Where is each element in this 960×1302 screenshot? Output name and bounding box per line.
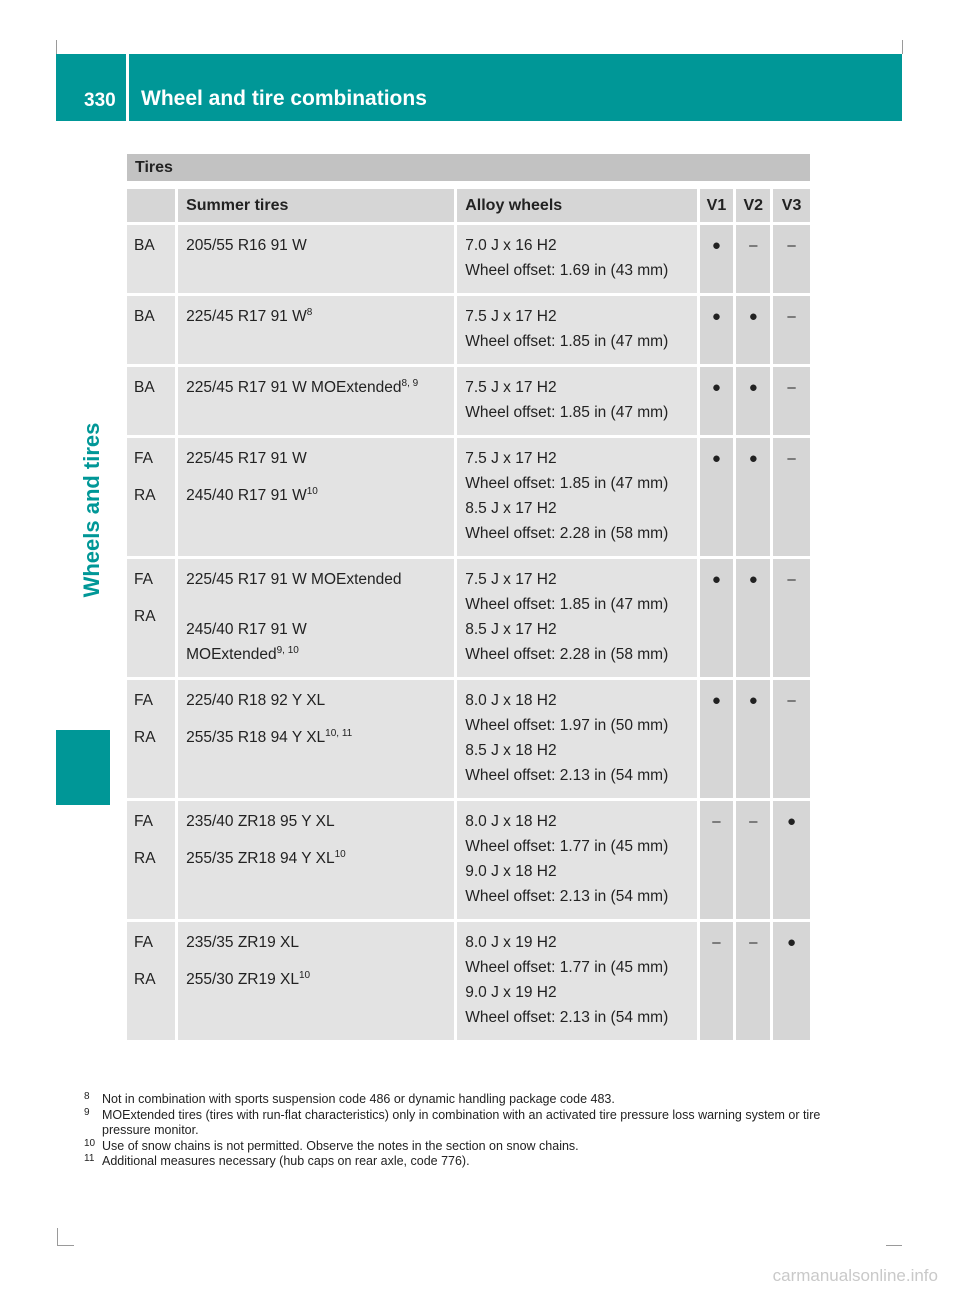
tire-size — [178, 955, 454, 1005]
table-row — [127, 680, 810, 801]
availability-mark: – — [712, 934, 721, 951]
tire-size-text: 255/30 ZR19 XL — [186, 971, 299, 988]
wheel-spec: 7.5 J x 17 H2 — [465, 308, 557, 325]
tire-size — [178, 688, 454, 713]
tire-size-cell — [178, 922, 457, 1043]
availability-mark: – — [787, 692, 796, 709]
tire-size-text: 235/35 ZR19 XL — [186, 934, 299, 951]
page-title: Wheel and tire combinations — [141, 87, 427, 110]
tire-size-text: 255/35 R18 94 Y XL — [186, 729, 326, 746]
availability-mark: – — [787, 379, 796, 396]
wheel-spec: Wheel offset: 1.77 in (45 mm) — [465, 838, 669, 855]
variant-v2-cell — [736, 922, 773, 1043]
variant-v2-cell — [736, 367, 773, 438]
tire-size — [178, 471, 454, 521]
variant-v3-cell — [773, 438, 810, 559]
availability-mark: – — [787, 237, 796, 254]
axle-cell — [127, 296, 178, 367]
axle-label: BA — [134, 308, 155, 325]
wheel-cell — [457, 225, 699, 296]
wheel-spec: Wheel offset: 1.85 in (47 mm) — [465, 596, 669, 613]
variant-v3-cell — [773, 801, 810, 922]
wheel-spec: 8.5 J x 17 H2 — [465, 500, 557, 517]
tire-size — [178, 834, 454, 884]
variant-v3-cell — [773, 680, 810, 801]
variant-v2-cell — [736, 801, 773, 922]
availability-mark: – — [787, 308, 796, 325]
availability-mark: ● — [711, 379, 721, 396]
variant-v3-cell — [773, 367, 810, 438]
table-row — [127, 559, 810, 680]
availability-mark: ● — [748, 450, 758, 467]
variant-v2-cell — [736, 559, 773, 680]
wheel-spec: 7.5 J x 17 H2 — [465, 450, 557, 467]
axle-label: BA — [134, 379, 155, 396]
col-header-tires-label: Summer tires — [186, 196, 289, 214]
tire-size-cell — [178, 367, 457, 438]
variant-v1-cell — [700, 225, 737, 296]
tire-size-cell — [178, 559, 457, 680]
table-heading-bar — [127, 154, 810, 181]
availability-mark: ● — [711, 571, 721, 588]
axle-cell — [127, 225, 178, 296]
availability-mark: – — [749, 237, 758, 254]
crop-mark — [902, 40, 903, 54]
wheel-spec: Wheel offset: 2.28 in (58 mm) — [465, 646, 669, 663]
col-header-wheels — [457, 189, 699, 225]
availability-mark: – — [749, 813, 758, 830]
tire-size-cell — [178, 438, 457, 559]
wheel-spec: Wheel offset: 1.85 in (47 mm) — [465, 475, 669, 492]
table-row — [127, 296, 810, 367]
tire-size-text: 235/40 ZR18 95 Y XL — [186, 813, 335, 830]
wheel-spec: 8.5 J x 17 H2 — [465, 621, 557, 638]
axle-label: FA — [134, 813, 153, 830]
tire-size-text: 255/35 ZR18 94 Y XL — [186, 850, 335, 867]
axle-cell — [127, 367, 178, 438]
table-row — [127, 225, 810, 296]
availability-mark: ● — [748, 308, 758, 325]
variant-v1-cell — [700, 367, 737, 438]
tire-size — [178, 592, 454, 667]
wheel-cell — [457, 680, 699, 801]
section-tab-marker — [56, 730, 110, 805]
footnote-ref: 10, 11 — [325, 727, 353, 739]
variant-v2-cell — [736, 296, 773, 367]
tire-size — [178, 809, 454, 834]
table-header-row — [127, 189, 810, 225]
axle-label: RA — [134, 608, 156, 625]
availability-mark: ● — [787, 813, 797, 830]
footnote — [84, 1108, 824, 1139]
tire-size-cell — [178, 225, 457, 296]
wheel-spec: Wheel offset: 2.28 in (58 mm) — [465, 525, 669, 542]
axle-cell — [127, 438, 178, 559]
axle-label: FA — [134, 692, 153, 709]
footnote — [84, 1154, 824, 1170]
table-row — [127, 922, 810, 1043]
axle-label: RA — [134, 487, 156, 504]
variant-v1-cell — [700, 801, 737, 922]
axle-label: RA — [134, 850, 156, 867]
wheel-cell — [457, 367, 699, 438]
tire-size — [178, 304, 454, 329]
availability-mark: ● — [711, 308, 721, 325]
tire-size-text: 245/40 R17 91 W — [186, 487, 307, 504]
tire-size-text: 245/40 R17 91 W — [186, 621, 307, 638]
wheel-cell — [457, 922, 699, 1043]
axle-cell — [127, 801, 178, 922]
crop-mark — [886, 1245, 902, 1246]
wheel-spec: Wheel offset: 1.85 in (47 mm) — [465, 404, 669, 421]
axle-cell — [127, 559, 178, 680]
variant-v1-cell — [700, 680, 737, 801]
wheel-spec: 7.5 J x 17 H2 — [465, 571, 557, 588]
tire-size-text-line2: MOExtended — [186, 646, 277, 663]
footnote — [84, 1092, 824, 1108]
footnotes — [84, 1092, 824, 1170]
tire-size-text: 225/45 R17 91 W — [186, 308, 307, 325]
tire-size-cell — [178, 680, 457, 801]
footnote-number: 11 — [84, 1153, 95, 1164]
footnote-text: Use of snow chains is not permitted. Observe the notes in the section on snow chains. — [102, 1138, 579, 1153]
footnote-number: 9 — [84, 1106, 90, 1118]
footnote-text: MOExtended tires (tires with run-flat characteristics) only in combination with an activated tire pressure loss warning system or tire pressure monitor. — [102, 1107, 821, 1137]
availability-mark: – — [787, 450, 796, 467]
footnote-ref: 8, 9 — [401, 377, 419, 389]
header-divider — [126, 54, 129, 121]
axle-label: RA — [134, 971, 156, 988]
availability-mark: ● — [711, 450, 721, 467]
footnote — [84, 1139, 824, 1155]
wheel-spec: Wheel offset: 1.77 in (45 mm) — [465, 959, 669, 976]
table-row — [127, 438, 810, 559]
wheel-spec: Wheel offset: 1.69 in (43 mm) — [465, 262, 669, 279]
wheel-cell — [457, 559, 699, 680]
col-header-axle — [127, 189, 178, 225]
tire-size-text: 225/45 R17 91 W MOExtended — [186, 379, 402, 396]
wheel-spec: 8.0 J x 19 H2 — [465, 934, 557, 951]
footnote-ref: 10 — [306, 485, 318, 497]
availability-mark: – — [712, 813, 721, 830]
crop-mark — [56, 40, 57, 54]
availability-mark: – — [787, 571, 796, 588]
axle-label: FA — [134, 934, 153, 951]
tire-size — [178, 930, 454, 955]
availability-mark: ● — [711, 237, 721, 254]
tire-size — [178, 567, 454, 592]
tire-size — [178, 713, 454, 763]
availability-mark: – — [749, 934, 758, 951]
tire-size — [178, 233, 454, 258]
tires-table — [127, 189, 810, 1043]
footnote-ref: 9, 10 — [276, 644, 299, 656]
crop-mark — [57, 1245, 74, 1246]
availability-mark: ● — [748, 379, 758, 396]
col-header-v1: V1 — [700, 189, 737, 225]
tire-size — [178, 375, 454, 400]
variant-v3-cell — [773, 225, 810, 296]
variant-v2-cell — [736, 680, 773, 801]
availability-mark: ● — [748, 692, 758, 709]
wheel-cell — [457, 801, 699, 922]
tire-size-text: 225/45 R17 91 W MOExtended — [186, 571, 402, 588]
wheel-spec: 8.0 J x 18 H2 — [465, 692, 557, 709]
wheel-spec: Wheel offset: 2.13 in (54 mm) — [465, 767, 669, 784]
table-heading: Tires — [135, 159, 173, 176]
variant-v3-cell — [773, 559, 810, 680]
availability-mark: ● — [787, 934, 797, 951]
tire-size-text-cont — [186, 642, 454, 667]
wheel-spec: 8.0 J x 18 H2 — [465, 813, 557, 830]
axle-label: RA — [134, 729, 156, 746]
section-side-label-wrap — [72, 240, 112, 780]
availability-mark: ● — [748, 571, 758, 588]
axle-cell — [127, 680, 178, 801]
wheel-spec: 7.0 J x 16 H2 — [465, 237, 557, 254]
col-header-tires — [178, 189, 457, 225]
tire-size-text: 225/45 R17 91 W — [186, 450, 307, 467]
variant-v1-cell — [700, 559, 737, 680]
axle-cell — [127, 922, 178, 1043]
wheel-cell — [457, 296, 699, 367]
axle-label: FA — [134, 450, 153, 467]
footnote-text: Not in combination with sports suspension code 486 or dynamic handling package code 483. — [102, 1092, 615, 1106]
variant-v3-cell — [773, 922, 810, 1043]
wheel-spec: Wheel offset: 2.13 in (54 mm) — [465, 1009, 669, 1026]
wheel-spec: 7.5 J x 17 H2 — [465, 379, 557, 396]
variant-v3-cell — [773, 296, 810, 367]
table-row — [127, 801, 810, 922]
wheel-cell — [457, 438, 699, 559]
watermark: carmanualsonline.info — [772, 1266, 938, 1285]
variant-v1-cell — [700, 438, 737, 559]
wheel-spec: Wheel offset: 1.85 in (47 mm) — [465, 333, 669, 350]
footnote-number: 8 — [84, 1091, 90, 1102]
axle-label: FA — [134, 571, 153, 588]
col-header-v2: V2 — [736, 189, 773, 225]
variant-v1-cell — [700, 296, 737, 367]
variant-v2-cell — [736, 438, 773, 559]
table-row — [127, 367, 810, 438]
footnote-number: 10 — [84, 1137, 96, 1149]
tire-size-cell — [178, 801, 457, 922]
axle-label: BA — [134, 237, 155, 254]
wheel-spec: Wheel offset: 2.13 in (54 mm) — [465, 888, 669, 905]
wheel-spec: 9.0 J x 19 H2 — [465, 984, 557, 1001]
col-header-wheels-label: Alloy wheels — [465, 196, 563, 214]
tire-size-text: 205/55 R16 91 W — [186, 237, 307, 254]
footnote-ref: 10 — [334, 848, 346, 860]
footnote-ref: 8 — [306, 306, 313, 318]
wheel-spec: 9.0 J x 18 H2 — [465, 863, 557, 880]
availability-mark: ● — [711, 692, 721, 709]
tire-size-text: 225/40 R18 92 Y XL — [186, 692, 326, 709]
wheel-spec: Wheel offset: 1.97 in (50 mm) — [465, 717, 669, 734]
crop-mark — [57, 1228, 58, 1245]
tire-size-cell — [178, 296, 457, 367]
col-header-v3: V3 — [773, 189, 810, 225]
variant-v1-cell — [700, 922, 737, 1043]
footnote-ref: 10 — [299, 969, 311, 981]
section-side-label: Wheels and tires — [79, 422, 104, 598]
tire-size — [178, 446, 454, 471]
wheel-spec: 8.5 J x 18 H2 — [465, 742, 557, 759]
footnote-text: Additional measures necessary (hub caps on rear axle, code 776). — [102, 1154, 470, 1168]
variant-v2-cell — [736, 225, 773, 296]
page-number: 330 — [84, 90, 116, 111]
